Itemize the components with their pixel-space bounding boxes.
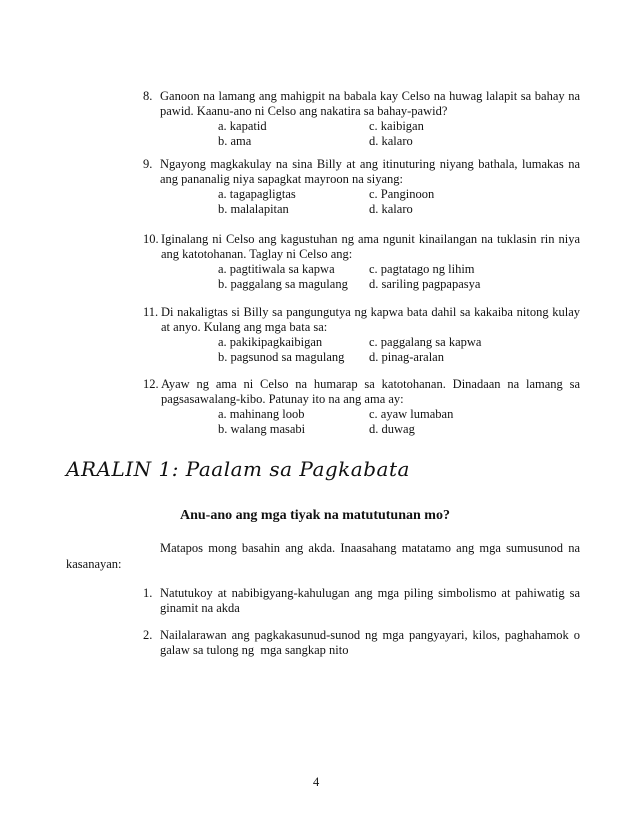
- option-c: c. paggalang sa kapwa: [369, 335, 482, 349]
- objective-text-line-1: Nailalarawan ang pagkakasunud-sunod ng mga pangyayari, kilos, paghahamok o: [160, 628, 580, 642]
- option-c: c. pagtatago ng lihim: [369, 262, 475, 276]
- question-text-line-2: ang katotohanan. Taglay ni Celso ang:: [161, 247, 353, 261]
- option-b: b. pagsunod sa magulang: [218, 350, 345, 364]
- question-text-line-1: Di nakaligtas si Billy sa pangungutya ng kapwa bata dahil sa kakaiba nitong kulay: [161, 305, 580, 319]
- option-d: d. sariling pagpapasya: [369, 277, 481, 291]
- option-d: d. duwag: [369, 422, 415, 436]
- question-text-line-2: at anyo. Kulang ang mga bata sa:: [161, 320, 328, 334]
- question-text-line-2: ang pananalig niya sapagkat mayroon na siyang:: [160, 172, 403, 186]
- question-text-line-2: pagsasawalang-kibo. Patunay ito na ang ama ay:: [161, 392, 404, 406]
- objective-text-line-2: ginamit na akda: [160, 601, 240, 615]
- intro-text-line-2: kasanayan:: [66, 557, 122, 571]
- question-text-line-1: Ganoon na lamang ang mahigpit na babala kay Celso na huwag lalapit sa bahay na: [160, 89, 580, 103]
- objective-text-line-2: galaw sa tulong ng mga sangkap nito: [160, 643, 349, 657]
- question-text-line-1: Iginalang ni Celso ang kagustuhan ng ama ngunit kinailangan na tuklasin rin niya: [161, 232, 580, 246]
- objective-text-line-1: Natutukoy at nabibigyang-kahulugan ang mga piling simbolismo at pahiwatig sa: [160, 586, 580, 600]
- option-a: a. pagtitiwala sa kapwa: [218, 262, 335, 276]
- question-number: 12.: [143, 377, 159, 391]
- option-c: c. kaibigan: [369, 119, 424, 133]
- question-number: 8.: [143, 89, 153, 103]
- question-number: 10.: [143, 232, 159, 246]
- option-b: b. malalapitan: [218, 202, 289, 216]
- option-b: b. paggalang sa magulang: [218, 277, 348, 291]
- option-d: d. pinag-aralan: [369, 350, 444, 364]
- question-text-line-1: Ngayong magkakulay na sina Billy at ang itinuturing niyang bathala, lumakas na: [160, 157, 580, 171]
- option-d: d. kalaro: [369, 134, 413, 148]
- objective-number: 1.: [143, 586, 153, 600]
- option-a: a. pakikipagkaibigan: [218, 335, 323, 349]
- question-text-line-1: Ayaw ng ama ni Celso na humarap sa katotohanan. Dinadaan na lamang sa: [161, 377, 580, 391]
- option-a: a. mahinang loob: [218, 407, 305, 421]
- option-b: b. walang masabi: [218, 422, 306, 436]
- option-c: c. Panginoon: [369, 187, 435, 201]
- option-b: b. ama: [218, 134, 252, 148]
- intro-text-line-1: Matapos mong basahin ang akda. Inaasahang matatamo ang mga sumusunod na: [160, 541, 580, 555]
- question-text-line-2: pawid. Kaanu-ano ni Celso ang nakatira sa bahay-pawid?: [160, 104, 448, 118]
- question-number: 9.: [143, 157, 153, 171]
- option-c: c. ayaw lumaban: [369, 407, 454, 421]
- option-a: a. kapatid: [218, 119, 267, 133]
- question-number: 11.: [143, 305, 159, 319]
- option-a: a. tagapagligtas: [218, 187, 296, 201]
- page-number: 4: [313, 775, 320, 789]
- objective-number: 2.: [143, 628, 153, 642]
- option-d: d. kalaro: [369, 202, 413, 216]
- lesson-title: ARALIN 1: Paalam sa Pagkabata: [66, 457, 410, 481]
- section-heading: Anu-ano ang mga tiyak na matututunan mo?: [180, 508, 450, 523]
